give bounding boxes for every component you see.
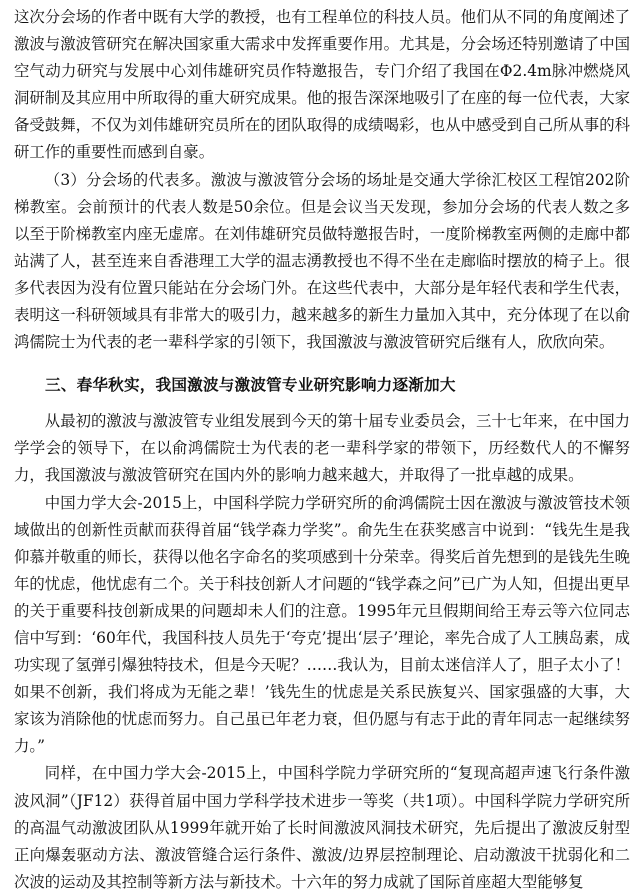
paragraph-4: 中国力学大会-2015上，中国科学院力学研究所的俞鸿儒院士因在激波与激波管技术领域做出的创新性贡献而获得首届“钱学森力学奖”。俞先生在获奖感言中说到：“钱先生是我仰慕并敬重的师长，获得以他名字命名的奖项感到十分荣幸。得奖后首先想到的是钱先生晚年的忧虑，他忧虑有二个。关于科技创新人才问题的“钱学森之问”已广为人知，但提出更早的关于重要科技创新成果的问题却未人们的注意。1995年元旦假期间给王寿云等六位同志信中写到：‘60年代，我国科技人员先于‘夸克’提出‘层子’理论，率先合成了人工胰岛素，成功实现了氢弹引爆独特技术，但是今天呢？……我认为，目前太迷信洋人了，胆子太小了！如果不创新，我们将成为无能之辈！’钱先生的忧虑是关系民族复兴、国家强盛的大事，大家该为消除他的忧虑而努力。自己虽已年老力衰，但仍愿与有志于此的青年同志一起继续努力。” (14, 493, 630, 756)
document-page (14, 4, 630, 896)
paragraph-5: 同样，在中国力学大会-2015上，中国科学院力学研究所的“复现高超声速飞行条件激波风洞”（JF12）获得首届中国力学科学技术进步一等奖（共1项）。中国科学院力学研究所的高温气动激波团队从1999年就开始了长时间激波风洞技术研究，先后提出了激波反射型正向爆轰驱动方法、激波管缝合运行条件、激波/边界层控制理论、启动激波干扰弱化和二次波的运动及其控制等新方法与新技术。十六年的努力成就了国际首座超大型能够复 (14, 764, 630, 891)
paragraph-2: （3）分会场的代表多。激波与激波管分会场的场址是交通大学徐汇校区工程馆202阶梯教室。会前预计的代表人数是50余位。但是会议当天发现，参加分会场的代表人数之多以至于阶梯教室内座无虚席。在刘伟雄研究员做特邀报告时，一度阶梯教室两侧的走廊中都站满了人，甚至连来自香港理工大学的温志湧教授也不得不坐在走廊临时摆放的椅子上。很多代表因为没有位置只能站在分会场门外。在这些代表中，大部分是年轻代表和学生代表，表明这一科研领域具有非常大的吸引力，越来越多的新生力量加入其中，充分体现了在以俞鸿儒院士为代表的老一辈科学家的引领下，我国激波与激波管研究后继有人，欣欣向荣。 (14, 170, 630, 352)
section-bottom (14, 408, 630, 896)
paragraph-3: 从最初的激波与激波管专业组发展到今天的第十届专业委员会，三十七年来，在中国力学学会的领导下，在以俞鸿儒院士为代表的老一辈科学家的带领下，历经数代人的不懈努力，我国激波与激波管研究在国内外的影响力越来越大，并取得了一批卓越的成果。 (14, 412, 630, 485)
section-heading: 三、春华秋实，我国激波与激波管专业研究影响力逐渐加大 (45, 376, 456, 395)
section-top (14, 4, 630, 356)
paragraph-1: 这次分会场的作者中既有大学的教授，也有工程单位的科技人员。他们从不同的角度阐述了激波与激波管研究在解决国家重大需求中发挥重要作用。尤其是，分会场还特别邀请了中国空气动力研究与发展中心刘伟雄研究员作特邀报告，专门介绍了我国在Φ2.4m脉冲燃烧风洞研制及其应用中所取得的重大研究成果。他的报告深深地吸引了在座的每一位代表，大家备受鼓舞，不仅为刘伟雄研究员所在的团队取得的成绩喝彩，也从中感受到自己所从事的科研工作的重要性而感到自豪。 (14, 8, 630, 162)
